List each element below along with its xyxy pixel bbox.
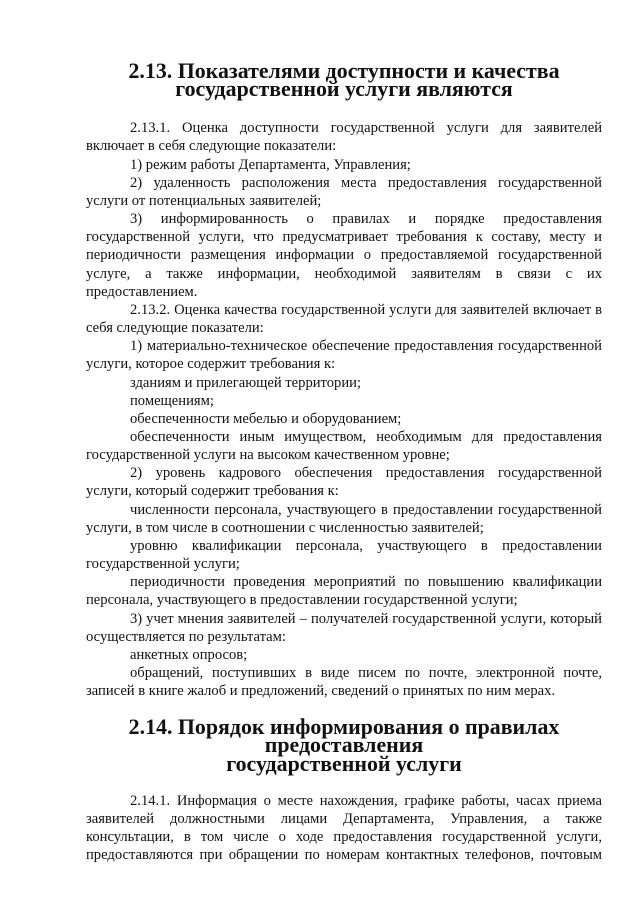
section-2-13-title-line-1: 2.13. Показателями доступности и качества [128, 58, 560, 83]
section-2-14-heading [86, 714, 602, 776]
paragraph-informedness: 3) информированность о правилах и порядке предоставления государственной услуги, что предусматривает требования к составу, месту и периодичности размещения информации о предоставляемой государственной услуге, а также информации, необходимой заявителям в связи с их предоставлением. [86, 211, 602, 300]
paragraph-staffing-level: 2) уровень кадрового обеспечения предоставления государственной услуги, который содержит требования к: [86, 465, 602, 500]
paragraph-surveys: анкетных опросов; [130, 646, 248, 663]
section-2-14-title-line-2: государственной услуги [226, 750, 462, 776]
paragraph-feedback: 3) учет мнения заявителей – получателей государственной услуги, который осуществляется по результатам: [86, 610, 602, 645]
paragraph-2-13-1: 2.13.1. Оценка доступности государственной услуги для заявителей включает в себя следующие показатели: [86, 120, 602, 155]
paragraph-material-support: 1) материально-техническое обеспечение предоставления государственной услуги, которое содержит требования к: [86, 338, 602, 373]
paragraph-buildings: зданиям и прилегающей территории; [130, 374, 362, 391]
section-2-13-title-line-2: государственной услуги являются [175, 76, 513, 102]
paragraph-appeals: обращений, поступивших в виде писем по почте, электронной почте, записей в книге жалоб и предложений, сведений о принятых по ним мерах. [86, 665, 602, 700]
paragraph-furniture: обеспеченности мебелью и оборудованием; [130, 410, 402, 427]
paragraph-work-schedule: 1) режим работы Департамента, Управления; [130, 156, 411, 173]
paragraph-qualification: уровню квалификации персонала, участвующего в предоставлении государственной услуги; [86, 537, 602, 573]
document-page [86, 58, 602, 864]
section-2-13-heading [86, 58, 602, 102]
paragraph-staff-count: численности персонала, участвующего в предоставлении государственной услуги, в том числе в соотношении с численностью заявителей; [86, 501, 602, 536]
paragraph-premises: помещениям; [130, 392, 214, 409]
paragraph-2-13-2: 2.13.2. Оценка качества государственной услуги для заявителей включает в себя следующие показатели: [86, 301, 602, 337]
paragraph-training: периодичности проведения мероприятий по повышению квалификации персонала, участвующего в предоставлении государственной услуги; [86, 574, 602, 609]
paragraph-2-14-1: 2.14.1. Информация о месте нахождения, графике работы, часах приема заявителей должностными лицами Департамента, Управления, а также консультации, в том числе о ходе предоставления государственной услуги, предоставляются при обращении по номерам контактных телефонов, почтовым [86, 792, 602, 864]
paragraph-other-property: обеспеченности иным имуществом, необходимым для предоставления государственной услуги на высоком качественном уровне; [86, 428, 602, 464]
paragraph-distance: 2) удаленность расположения места предоставления государственной услуги от потенциальных заявителей; [86, 174, 602, 209]
section-2-14-title-line-1: 2.14. Порядок информирования о правилах предоставления [128, 714, 560, 758]
